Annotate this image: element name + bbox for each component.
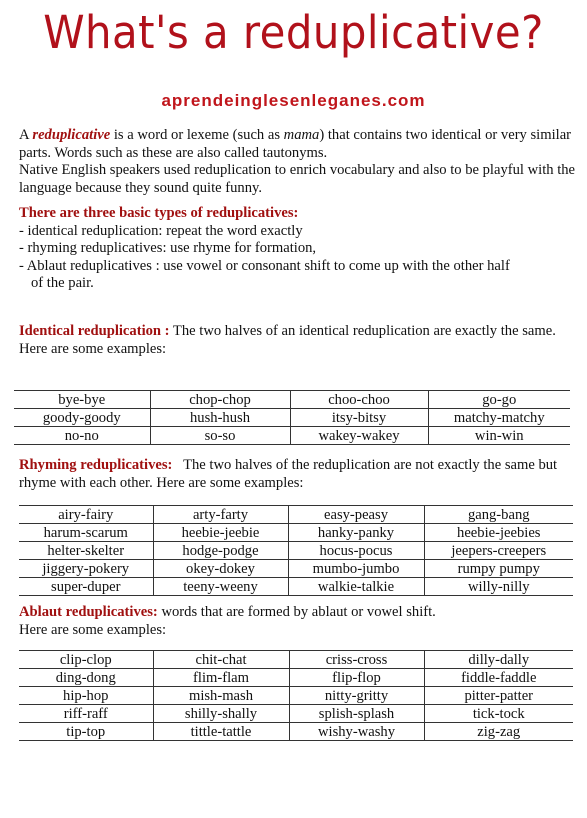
word-cell: easy-peasy [288,506,424,524]
word-cell: arty-farty [153,506,288,524]
word-cell: helter-skelter [19,542,153,560]
word-cell: choo-choo [290,391,428,409]
word-cell: zig-zag [424,723,573,741]
word-cell: nitty-gritty [289,687,424,705]
intro-term: reduplicative [32,127,111,143]
word-cell: flip-flop [289,669,424,687]
word-cell: okey-dokey [153,560,288,578]
identical-section [19,323,579,358]
word-cell: jeepers-creepers [424,542,573,560]
word-cell: tip-top [19,723,153,741]
identical-heading: Identical reduplication : [19,323,170,339]
table-row [14,391,570,409]
types-item-1: - identical reduplication: repeat the word exactly [19,222,303,239]
word-cell: win-win [428,427,570,445]
word-cell: mish-mash [153,687,289,705]
word-cell: chop-chop [150,391,290,409]
ablaut-section [19,604,579,639]
identical-text: The two halves of an identical reduplication are exactly the same. [169,323,556,339]
word-cell: flim-flam [153,669,289,687]
intro-paragraph [19,127,579,197]
word-cell: dilly-dally [424,651,573,669]
types-section [19,205,579,293]
identical-table [14,390,570,445]
word-cell: mumbo-jumbo [288,560,424,578]
types-item-3: - Ablaut reduplicatives : use vowel or consonant shift to come up with the other half [19,257,510,274]
word-cell: heebie-jeebies [424,524,573,542]
word-cell: so-so [150,427,290,445]
table-row [19,687,573,705]
intro-text-1: A [19,127,33,143]
word-cell: gang-bang [424,506,573,524]
table-row [14,409,570,427]
word-cell: pitter-patter [424,687,573,705]
table-row [19,542,573,560]
word-cell: clip-clop [19,651,153,669]
word-cell: rumpy pumpy [424,560,573,578]
word-cell: hip-hop [19,687,153,705]
word-cell: jiggery-pokery [19,560,153,578]
rhyming-table [19,505,573,596]
table-row [19,705,573,723]
word-cell: matchy-matchy [428,409,570,427]
types-item-3-continuation: of the pair. [31,275,94,291]
word-cell: ding-dong [19,669,153,687]
word-cell: harum-scarum [19,524,153,542]
rhyming-text: The two halves of the reduplication are not exactly the same but rhyme with each other. Here are some examples: [19,457,561,491]
word-cell: fiddle-faddle [424,669,573,687]
word-cell: shilly-shally [153,705,289,723]
table-row [19,524,573,542]
intro-line-2: Native English speakers used reduplication to enrich vocabulary and also to be playful with the language because they sound quite funny. [19,162,576,196]
word-cell: hodge-podge [153,542,288,560]
table-row [14,427,570,445]
table-row [19,669,573,687]
word-cell: riff-raff [19,705,153,723]
word-cell: airy-fairy [19,506,153,524]
rhyming-section [19,457,579,492]
table-row [19,723,573,741]
word-cell: go-go [428,391,570,409]
word-cell: criss-cross [289,651,424,669]
word-cell: tittle-tattle [153,723,289,741]
table-row [19,560,573,578]
word-cell: hocus-pocus [288,542,424,560]
word-cell: splish-splash [289,705,424,723]
word-cell: walkie-talkie [288,578,424,596]
word-cell: hanky-panky [288,524,424,542]
intro-text-3: ) that contains two identical or very similar parts. Words such as these are also called tautonyms. [19,127,572,161]
word-cell: goody-goody [14,409,150,427]
types-item-2: - rhyming reduplicatives: use rhyme for formation, [19,240,317,256]
website-url: aprendeinglesenleganes.com [161,91,426,110]
intro-text-2: is a word or lexeme (such as [110,127,284,143]
word-cell: chit-chat [153,651,289,669]
word-cell: willy-nilly [424,578,573,596]
table-row [19,506,573,524]
ablaut-heading: Ablaut reduplicatives: [19,604,158,620]
word-cell: super-duper [19,578,153,596]
identical-examples-line: Here are some examples: [19,340,167,357]
page-title: What's a reduplicative? [43,6,544,59]
table-row [19,578,573,596]
word-cell: hush-hush [150,409,290,427]
word-cell: heebie-jeebie [153,524,288,542]
intro-example: mama [283,127,320,143]
types-heading: There are three basic types of reduplicatives: [19,205,299,221]
word-cell: itsy-bitsy [290,409,428,427]
word-cell: teeny-weeny [153,578,288,596]
word-cell: tick-tock [424,705,573,723]
ablaut-table [19,650,573,741]
word-cell: wakey-wakey [290,427,428,445]
word-cell: wishy-washy [289,723,424,741]
table-row [19,651,573,669]
word-cell: no-no [14,427,150,445]
ablaut-text: words that are formed by ablaut or vowel shift. [157,604,436,620]
word-cell: bye-bye [14,391,150,409]
rhyming-heading: Rhyming reduplicatives: [19,457,173,473]
ablaut-examples-line: Here are some examples: [19,621,167,638]
